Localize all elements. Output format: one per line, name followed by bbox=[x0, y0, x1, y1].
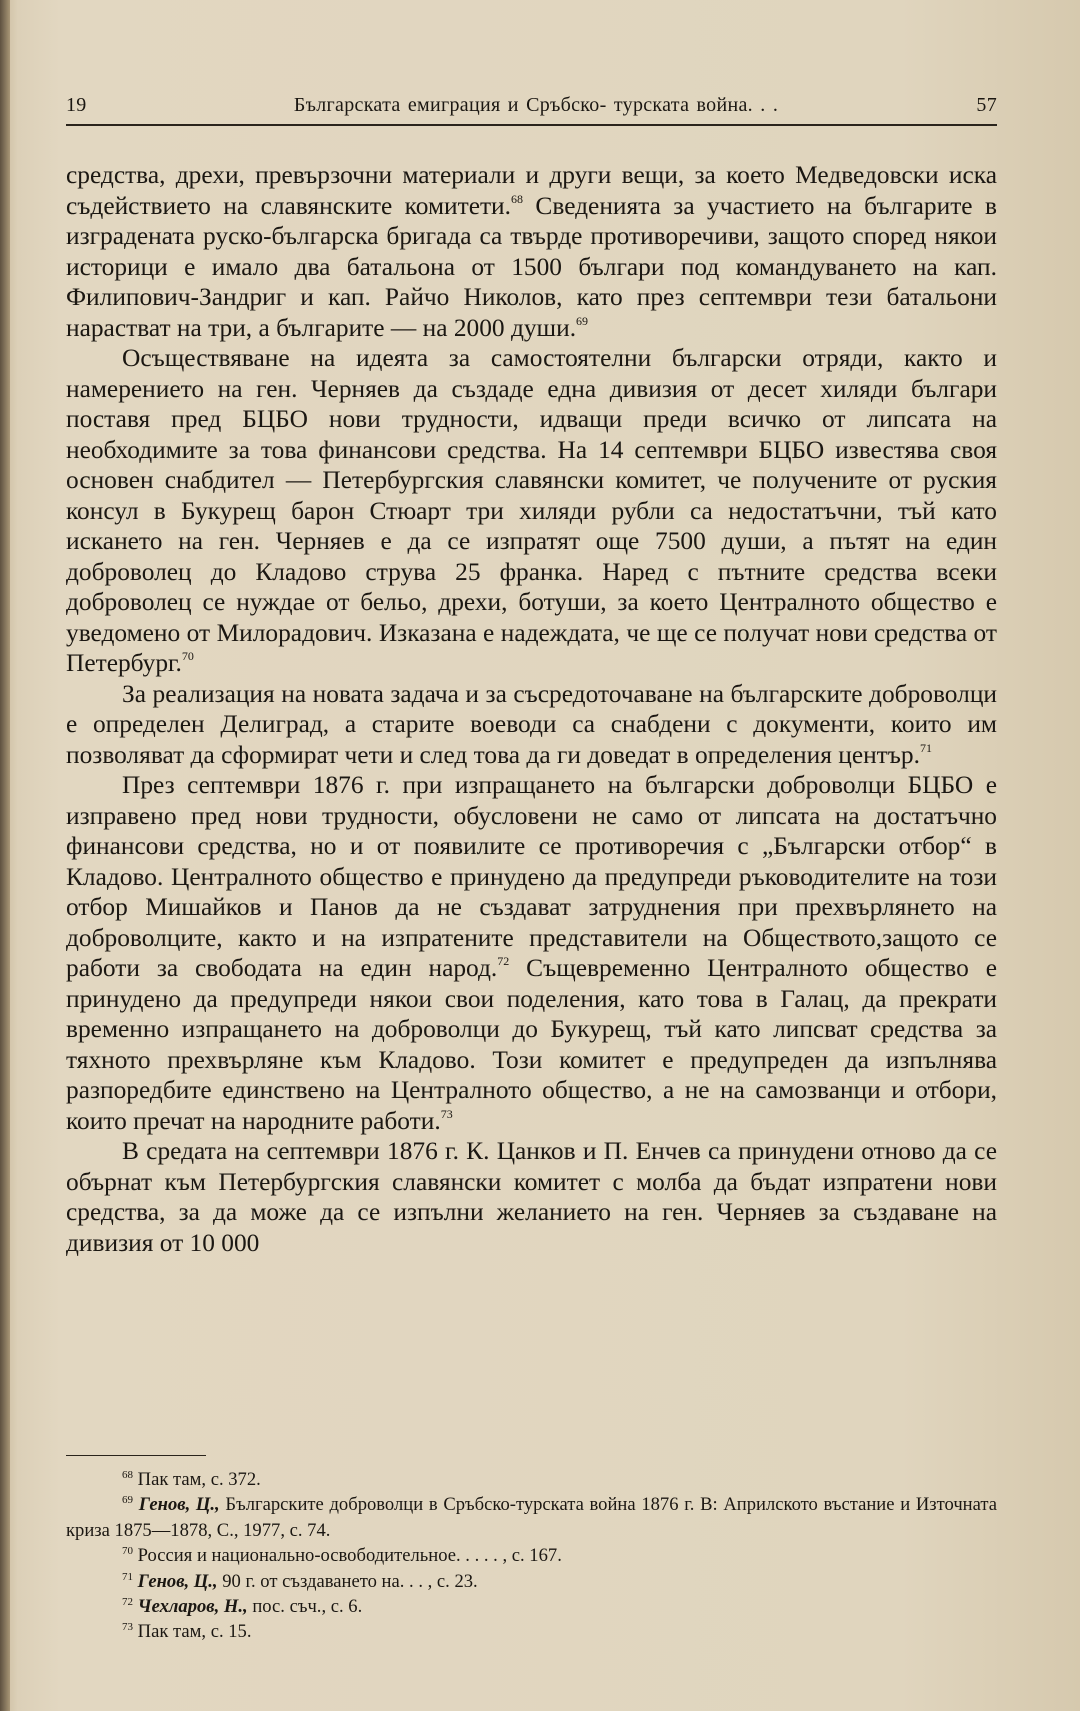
text-run: средства, дрехи, превързочни материали и други вещи, за което Медведовски иска съдействието на славянските комитети. bbox=[66, 161, 997, 220]
footnote bbox=[66, 1543, 997, 1568]
running-header bbox=[66, 94, 997, 124]
footnote bbox=[66, 1492, 997, 1543]
page-number-left: 19 bbox=[66, 94, 87, 116]
footnote-ref: 70 bbox=[181, 649, 194, 663]
text-run: През септември 1876 г. при изпращането на български доброволци БЦБО е изправено пред нови трудности, обусловени не само от липсата на достатъчно финансови средства, но и от появилите се противоречия с „Български отбор“ в Кладово. Централното общество е принудено да предупреди ръководителите на този отбор Мишайков и Панов да не създават затруднения при прехвърлянето на доброволците, както и на изпратените представители на Обществото,защото се работи за свободата на един народ. bbox=[66, 771, 997, 982]
text-run: Пак там, с. 15. bbox=[137, 1621, 252, 1643]
running-title: Българската емиграция и Сръбско- турската война. . . bbox=[293, 94, 779, 116]
paragraph bbox=[66, 160, 997, 343]
footnote-ref: 68 bbox=[511, 191, 523, 206]
text-run: Българските доброволци в Сръбско-турската война 1876 г. В: Априлското въстание и Източната криза 1875—1878, С., 1977, с. 74. bbox=[66, 1494, 998, 1541]
page-number-right: 57 bbox=[976, 94, 997, 116]
text-run: Пак там, с. 372. bbox=[137, 1469, 261, 1490]
footnote-author: Чехларов, Н., bbox=[137, 1596, 248, 1618]
footnote bbox=[66, 1467, 997, 1492]
text-run: пос. съч., с. 6. bbox=[247, 1596, 363, 1618]
footnote-number: 71 bbox=[122, 1570, 133, 1583]
footnote-ref: 73 bbox=[440, 1106, 453, 1121]
footnote-ref: 69 bbox=[576, 313, 589, 328]
footnote-ref: 72 bbox=[497, 954, 510, 968]
paragraph bbox=[66, 343, 997, 679]
text-run: Осъществяване на идеята за самостоятелни български отряди, както и намерението на ген. Черняев да създаде една дивизия от десет хиляди българи поставя пред БЦБО нови трудности, идващи преди всичко от липсата на необходимите за това финансови средства. На 14 септември БЦБО известява своя основен снабдител — Петербургския славянски комитет, че получените от руския консул в Букурещ барон Стюарт три хиляди рубли са недостатъчни, тъй като искането на ген. Черняев е да се изпратят още 7500 души, а пътят на един доброволец до Кладово струва 25 франка. Наред с пътните средства всеки доброволец се нуждае от бельо, дрехи, ботуши, за което Централното общество е уведомено от Милорадович. Изказана е надеждата, че ще се получат нови средства от Петербург. bbox=[66, 344, 997, 677]
footnote-author: Генов, Ц., bbox=[137, 1570, 218, 1592]
footnote-author: Генов, Ц., bbox=[138, 1494, 220, 1516]
footnote bbox=[66, 1594, 997, 1619]
text-run: В средата на септември 1876 г. К. Цанков и П. Енчев са принудени отново да се обърнат към Петербургския славянски комитет с молба да бъдат изпратени нови средства, за да може да се изпълни желанието на ген. Черняев за създаване на дивизия от 10 000 bbox=[66, 1137, 997, 1257]
body-text bbox=[66, 160, 997, 1258]
paragraph bbox=[66, 770, 997, 1136]
text-run: Сведенията за участието на българите в изградената руско-българска бригада са твърде противоречиви, защото според някои историци е имало два батальона от 1500 българи под командуването на кап. Филипович-Зандриг и кап. Райчо Николов, като през септември тези батальони нарастват на три, а българите — на 2000 души. bbox=[66, 191, 997, 342]
footnote bbox=[66, 1619, 997, 1644]
footnote bbox=[66, 1569, 997, 1594]
header-rule bbox=[66, 124, 997, 126]
book-spine-shadow bbox=[0, 0, 10, 1711]
paragraph bbox=[66, 679, 997, 771]
footnote-number: 68 bbox=[122, 1469, 133, 1481]
footnote-number: 72 bbox=[122, 1596, 133, 1609]
text-run: Россия и национально-освободительное. . . . . , с. 167. bbox=[137, 1545, 562, 1567]
footnote-separator bbox=[66, 1455, 206, 1456]
footnote-number: 70 bbox=[122, 1545, 133, 1558]
footnote-number: 73 bbox=[122, 1621, 133, 1634]
text-run: Същевременно Централното общество е принудено да предупреди някои свои поделения, като това в Галац, да прекрати временно изпращането на доброволци до Букурещ, тъй като липсват средства за тяхното прехвърляне към Кладово. Този комитет е предупреден да изпълнява разпоредбите единствено на Централното общество, а не на самозванци и отбори, които пречат на народните работи. bbox=[66, 954, 997, 1135]
footnote-number: 69 bbox=[122, 1494, 133, 1507]
text-run: 90 г. от създаването на. . . , с. 23. bbox=[217, 1570, 478, 1592]
footnotes bbox=[66, 1467, 997, 1645]
paragraph bbox=[66, 1136, 997, 1258]
text-run: За реализация на новата задача и за съсредоточаване на българските доброволци е определен Делиград, а старите воеводи са снабдени с документи, които им позволяват да сформират чети и след това да ги доведат в определения център. bbox=[66, 679, 997, 769]
footnote-ref: 71 bbox=[919, 740, 932, 755]
